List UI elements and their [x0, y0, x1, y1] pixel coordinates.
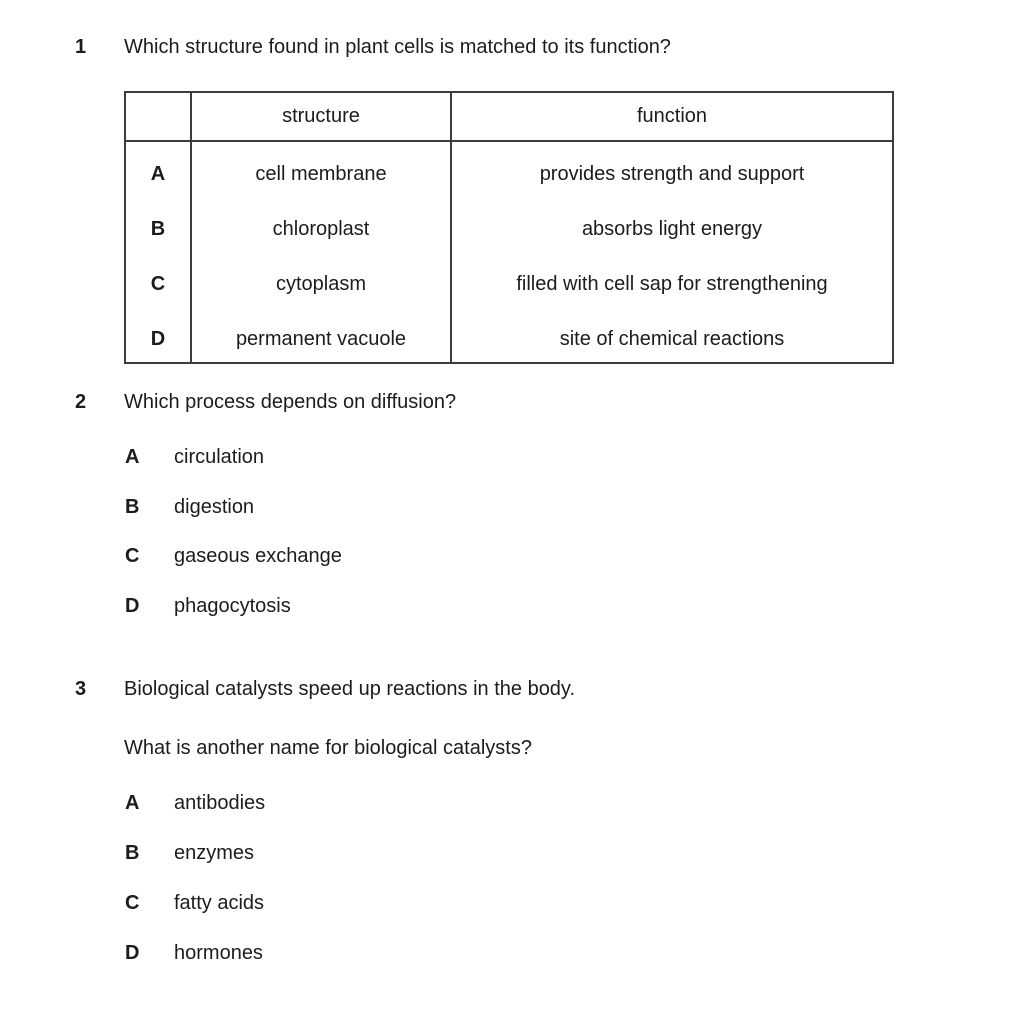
table-row-b-function: absorbs light energy [451, 197, 893, 252]
table-row-c-letter: C [125, 252, 191, 307]
question-2-option-b [125, 496, 254, 519]
option-text: phagocytosis [174, 595, 291, 617]
option-letter: A [125, 792, 140, 814]
table-row-b-structure: chloroplast [191, 197, 451, 252]
question-3-text-line2: What is another name for biological catalysts? [124, 737, 532, 759]
question-1-text: Which structure found in plant cells is matched to its function? [124, 36, 671, 58]
table-row-c-function: filled with cell sap for strengthening [451, 252, 893, 307]
table-header-row [125, 92, 893, 141]
question-2-text: Which process depends on diffusion? [124, 391, 457, 413]
option-letter: D [125, 942, 140, 964]
table-row-a-letter: A [125, 141, 191, 197]
question-3-subtext [75, 737, 532, 760]
question-1 [75, 36, 671, 59]
table-row-d-function: site of chemical reactions [451, 307, 893, 363]
question-2-option-a [125, 446, 264, 469]
question-3-number: 3 [75, 678, 87, 700]
question-3 [75, 678, 575, 701]
option-letter: B [125, 842, 140, 864]
question-2-number: 2 [75, 391, 87, 413]
option-text: enzymes [174, 842, 255, 864]
option-letter: C [125, 545, 140, 567]
table-row-a-structure: cell membrane [191, 141, 451, 197]
option-letter: D [125, 595, 140, 617]
table-row-d-letter: D [125, 307, 191, 363]
question-3-option-d [125, 942, 263, 965]
table-row [125, 307, 893, 363]
option-letter: A [125, 446, 140, 468]
question-2 [75, 391, 456, 414]
option-text: hormones [174, 942, 263, 964]
option-text: digestion [174, 496, 255, 518]
question-2-option-c [125, 545, 342, 568]
question-2-option-d [125, 595, 291, 618]
option-text: gaseous exchange [174, 545, 342, 567]
option-text: fatty acids [174, 892, 265, 914]
question-1-number: 1 [75, 36, 87, 58]
question-3-option-b [125, 842, 254, 865]
table-row [125, 141, 893, 197]
question-3-option-a [125, 792, 265, 815]
table-row-b-letter: B [125, 197, 191, 252]
table-row-a-function: provides strength and support [451, 141, 893, 197]
option-text: antibodies [174, 792, 266, 814]
option-letter: C [125, 892, 140, 914]
question-3-text: Biological catalysts speed up reactions in the body. [124, 678, 576, 700]
table-header-corner [125, 92, 191, 141]
option-letter: B [125, 496, 140, 518]
table-row-c-structure: cytoplasm [191, 252, 451, 307]
option-text: circulation [174, 446, 265, 468]
table-row-d-structure: permanent vacuole [191, 307, 451, 363]
table-row [125, 197, 893, 252]
question-3-option-c [125, 892, 264, 915]
question-1-table [124, 91, 894, 364]
table-row [125, 252, 893, 307]
table-header-structure: structure [191, 92, 451, 141]
table-header-function: function [451, 92, 893, 141]
